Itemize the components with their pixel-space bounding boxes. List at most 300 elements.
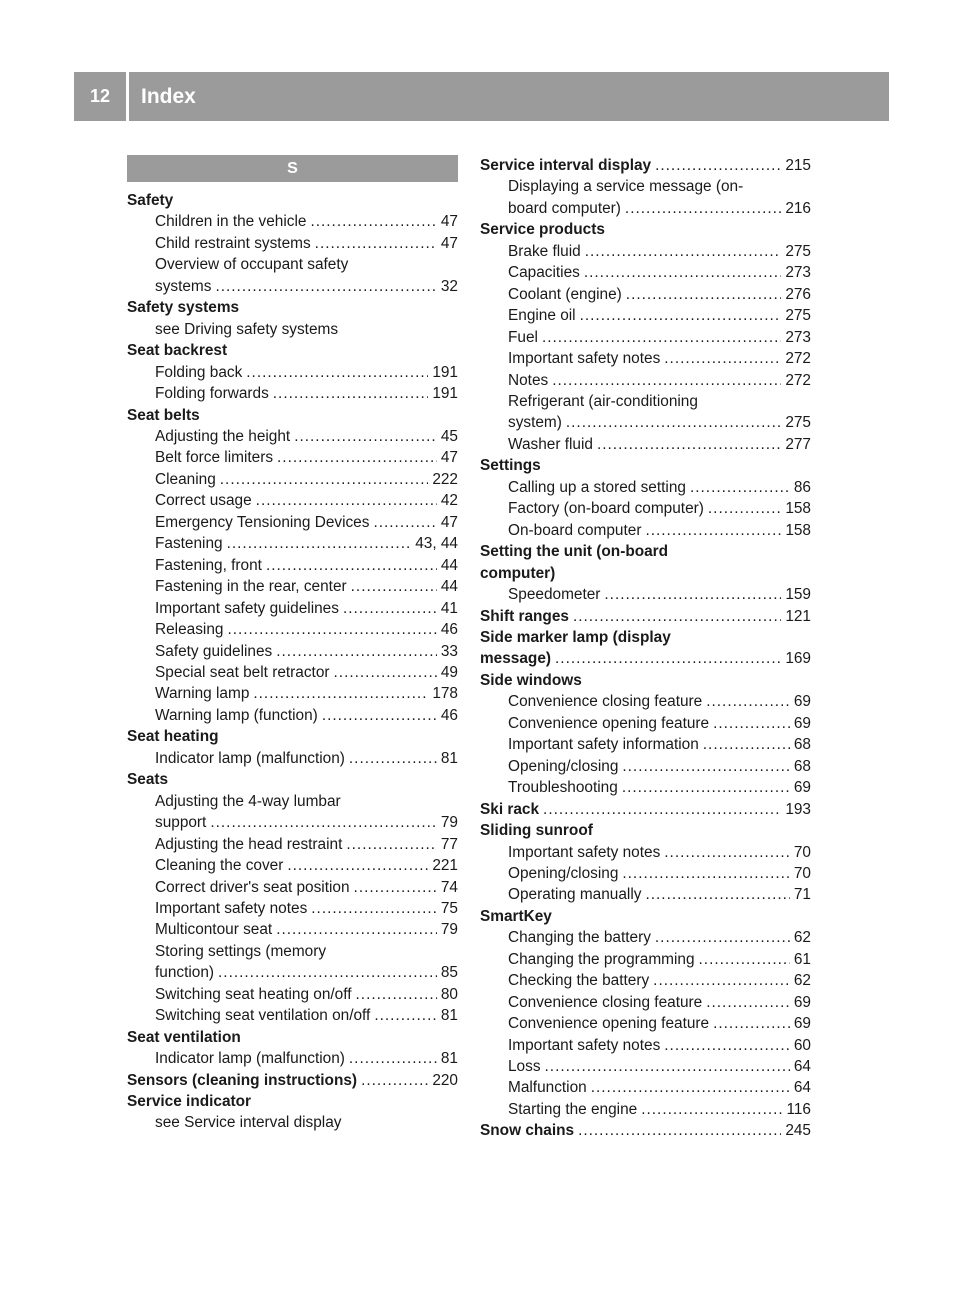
index-subentry — [127, 490, 458, 511]
entry-label-line: Displaying a service message (on- — [508, 178, 744, 196]
index-subentry — [480, 370, 811, 391]
page-reference: 43, 44 — [415, 535, 458, 553]
entry-label: Releasing — [155, 621, 224, 639]
index-subentry — [480, 241, 811, 262]
page-reference: 275 — [785, 307, 811, 325]
page-reference: 273 — [785, 328, 811, 346]
entry-label: Cleaning — [155, 470, 216, 488]
entry-label: Notes — [508, 371, 549, 389]
dot-leader — [555, 648, 781, 669]
page-reference: 275 — [785, 414, 811, 432]
index-subentry — [480, 327, 811, 348]
entry-label-line: Storing settings (memory — [155, 942, 327, 960]
page-reference: 191 — [432, 385, 458, 403]
entry-label: Sliding sunroof — [480, 822, 593, 840]
page-reference: 77 — [440, 835, 458, 853]
entry-line — [155, 705, 458, 726]
dot-leader — [210, 812, 437, 833]
index-subentry — [127, 383, 458, 404]
index-subentry — [127, 898, 458, 919]
entry-label: SmartKey — [480, 907, 552, 925]
entry-label: Changing the battery — [508, 929, 651, 947]
index-subentry — [480, 498, 811, 519]
dot-leader — [373, 512, 436, 533]
dot-leader — [578, 1120, 781, 1141]
entry-line — [508, 927, 811, 948]
page-reference: 159 — [785, 586, 811, 604]
index-heading — [480, 455, 811, 476]
page-reference: 70 — [793, 864, 811, 882]
index-subentry — [127, 705, 458, 726]
entry-line — [155, 598, 458, 619]
index-heading — [480, 906, 811, 927]
entry-label: Switching seat ventilation on/off — [155, 1007, 371, 1025]
entry-label: Speedometer — [508, 586, 601, 604]
page-reference: 74 — [440, 878, 458, 896]
index-subentry — [480, 284, 811, 305]
index-subentry — [127, 984, 458, 1005]
dot-leader — [356, 984, 437, 1005]
index-subentry — [127, 834, 458, 855]
dot-leader — [641, 1099, 782, 1120]
index-subentry — [480, 884, 811, 905]
header-divider — [126, 72, 129, 121]
index-subentry — [480, 1056, 811, 1077]
entry-label: Sensors (cleaning instructions) — [127, 1071, 358, 1089]
entry-label: computer) — [480, 564, 556, 582]
page-reference: 121 — [785, 607, 811, 625]
dot-leader — [310, 211, 436, 232]
index-subentry — [127, 941, 458, 984]
dot-leader — [584, 262, 781, 283]
entry-line — [155, 898, 458, 919]
letter-section-heading: S — [127, 155, 458, 182]
dot-leader — [622, 756, 790, 777]
entry-label: Safety systems — [127, 299, 240, 317]
entry-label: Indicator lamp (malfunction) — [155, 749, 345, 767]
dot-leader — [276, 641, 437, 662]
index-subentry — [127, 233, 458, 254]
index-subentry — [480, 756, 811, 777]
entry-line — [155, 1005, 458, 1026]
dot-leader — [566, 412, 781, 433]
entry-line — [508, 305, 811, 326]
page-reference: 193 — [785, 800, 811, 818]
entry-line — [508, 691, 811, 712]
entry-label: Shift ranges — [480, 607, 569, 625]
dot-leader — [585, 241, 782, 262]
entry-label: Calling up a stored setting — [508, 478, 686, 496]
dot-leader — [354, 877, 437, 898]
entry-line — [508, 520, 811, 541]
page-reference: 272 — [785, 371, 811, 389]
page-reference: 62 — [793, 929, 811, 947]
entry-label: Opening/closing — [508, 757, 619, 775]
page-reference: 79 — [440, 814, 458, 832]
dot-leader — [645, 884, 789, 905]
page-reference: 85 — [440, 964, 458, 982]
entry-label: Safety — [127, 192, 174, 209]
index-subentry — [480, 713, 811, 734]
dot-leader — [215, 276, 436, 297]
dot-leader — [349, 1048, 437, 1069]
entry-label: function) — [155, 964, 215, 982]
entry-line — [508, 262, 811, 283]
entry-label: Important safety notes — [508, 843, 661, 861]
dot-leader — [287, 855, 428, 876]
index-subentry — [480, 262, 811, 283]
page-reference: 33 — [440, 642, 458, 660]
index-subentry — [127, 319, 458, 340]
page-reference: 169 — [785, 650, 811, 668]
dot-leader — [311, 898, 437, 919]
dot-leader — [343, 598, 437, 619]
dot-leader — [346, 834, 437, 855]
entry-label: Multicontour seat — [155, 921, 273, 939]
entry-label: Important safety notes — [508, 350, 661, 368]
entry-label: Important safety notes — [508, 1036, 661, 1054]
page-reference: 69 — [793, 779, 811, 797]
page-reference: 49 — [440, 663, 458, 681]
entry-label: Folding back — [155, 363, 243, 381]
entry-line — [155, 383, 458, 404]
entry-label: Service interval display — [480, 157, 652, 174]
page-reference: 46 — [440, 706, 458, 724]
page-reference: 81 — [440, 1007, 458, 1025]
entry-line — [155, 426, 458, 447]
entry-line — [155, 211, 458, 232]
dot-leader — [361, 1070, 428, 1091]
page-reference: 158 — [785, 521, 811, 539]
dot-leader — [246, 362, 428, 383]
index-heading — [480, 670, 811, 691]
dot-leader — [315, 233, 437, 254]
dot-leader — [218, 962, 437, 983]
index-subentry — [127, 662, 458, 683]
entry-line — [508, 241, 811, 262]
entry-label: Belt force limiters — [155, 449, 274, 467]
index-subentry — [480, 949, 811, 970]
entry-label: Children in the vehicle — [155, 213, 307, 231]
dot-leader — [690, 477, 790, 498]
entry-label: Cleaning the cover — [155, 857, 284, 875]
index-subentry — [127, 619, 458, 640]
dot-leader — [580, 305, 782, 326]
dot-leader — [622, 777, 790, 798]
index-subentry — [127, 641, 458, 662]
index-heading — [480, 820, 811, 841]
index-heading — [480, 627, 811, 670]
entry-label: Correct usage — [155, 492, 252, 510]
dot-leader — [374, 1005, 437, 1026]
dot-leader — [713, 713, 790, 734]
dot-leader — [706, 992, 790, 1013]
page-reference: 220 — [432, 1071, 458, 1089]
dot-leader — [625, 198, 781, 219]
entry-line — [508, 884, 811, 905]
index-entry-list — [480, 155, 811, 1142]
dot-leader — [645, 520, 781, 541]
dot-leader — [626, 284, 782, 305]
index-subentry — [480, 348, 811, 369]
entry-line — [508, 498, 811, 519]
entry-line — [155, 877, 458, 898]
entry-label: Seat ventilation — [127, 1028, 241, 1046]
dot-leader — [699, 949, 790, 970]
entry-label: Starting the engine — [508, 1100, 638, 1118]
page-reference: 81 — [440, 1050, 458, 1068]
index-heading — [127, 405, 458, 426]
entry-label: Engine oil — [508, 307, 576, 325]
index-subentry — [480, 777, 811, 798]
entry-label: Convenience closing feature — [508, 993, 703, 1011]
dot-leader — [573, 606, 781, 627]
entry-label: Capacities — [508, 264, 580, 282]
index-column-right — [480, 155, 811, 1142]
entry-label: Seat heating — [127, 728, 219, 746]
index-subentry — [480, 970, 811, 991]
entry-label: Warning lamp (function) — [155, 706, 318, 724]
index-subentry — [127, 791, 458, 834]
entry-label: Ski rack — [480, 800, 540, 818]
entry-line — [155, 1048, 458, 1069]
page-reference: 272 — [785, 350, 811, 368]
index-subentry — [480, 1099, 811, 1120]
dot-leader — [655, 927, 790, 948]
index-subentry — [480, 1035, 811, 1056]
entry-label: Brake fluid — [508, 242, 581, 260]
entry-label-line: Overview of occupant safety — [155, 256, 349, 274]
index-subentry — [480, 1013, 811, 1034]
entry-line — [508, 863, 811, 884]
index-subentry — [127, 1048, 458, 1069]
entry-line — [508, 1056, 811, 1077]
page-reference: 80 — [440, 985, 458, 1003]
index-subentry — [480, 520, 811, 541]
entry-label: On-board computer — [508, 521, 642, 539]
dot-leader — [349, 748, 437, 769]
dot-leader — [597, 434, 781, 455]
entry-label: system) — [508, 414, 562, 432]
entry-label: Settings — [480, 457, 541, 475]
entry-line — [155, 748, 458, 769]
entry-line — [508, 584, 811, 605]
entry-label: Convenience opening feature — [508, 714, 710, 732]
dot-leader — [273, 383, 429, 404]
entry-label-line: Adjusting the 4-way lumbar — [155, 792, 341, 810]
page-reference: 62 — [793, 972, 811, 990]
entry-label: Warning lamp — [155, 685, 250, 703]
page-reference: 46 — [440, 621, 458, 639]
entry-label: Factory (on-board computer) — [508, 500, 704, 518]
dot-leader — [334, 662, 437, 683]
dot-leader — [294, 426, 437, 447]
page-reference: 215 — [785, 157, 811, 174]
dot-leader — [227, 533, 412, 554]
page-reference: 221 — [432, 857, 458, 875]
entry-label: Child restraint systems — [155, 234, 311, 252]
page-reference: 191 — [432, 363, 458, 381]
entry-label-line: Side marker lamp (display — [480, 628, 671, 646]
page-header — [74, 72, 889, 121]
entry-line — [508, 198, 811, 219]
entry-label: Seat backrest — [127, 342, 228, 360]
entry-line — [480, 799, 811, 820]
dot-leader — [542, 327, 781, 348]
entry-label: message) — [480, 650, 552, 668]
entry-line — [155, 619, 458, 640]
dot-leader — [322, 705, 437, 726]
entry-label: Malfunction — [508, 1079, 587, 1097]
page-reference: 275 — [785, 242, 811, 260]
dot-leader — [277, 447, 437, 468]
index-heading — [480, 219, 811, 240]
page-reference: 47 — [440, 213, 458, 231]
entry-label: Safety guidelines — [155, 642, 273, 660]
page-reference: 47 — [440, 234, 458, 252]
entry-line — [155, 641, 458, 662]
entry-line — [155, 362, 458, 383]
index-subentry — [127, 211, 458, 232]
dot-leader — [276, 919, 437, 940]
entry-label: Fastening, front — [155, 556, 262, 574]
entry-line — [508, 370, 811, 391]
entry-label: Convenience opening feature — [508, 1015, 710, 1033]
dot-leader — [664, 348, 781, 369]
index-subentry — [480, 305, 811, 326]
index-subentry — [480, 1077, 811, 1098]
dot-leader — [351, 576, 437, 597]
page-reference: 75 — [440, 899, 458, 917]
dot-leader — [227, 619, 436, 640]
dot-leader — [253, 683, 428, 704]
page-reference: 41 — [440, 599, 458, 617]
entry-line — [480, 606, 811, 627]
entry-label: Important safety information — [508, 736, 699, 754]
page-reference: 64 — [793, 1058, 811, 1076]
entry-line — [508, 713, 811, 734]
entry-line — [480, 155, 811, 176]
entry-label: Opening/closing — [508, 864, 619, 882]
entry-label: Adjusting the height — [155, 427, 291, 445]
entry-line — [508, 970, 811, 991]
entry-line — [508, 992, 811, 1013]
entry-label: Important safety notes — [155, 899, 308, 917]
index-subentry — [127, 748, 458, 769]
entry-line — [508, 412, 811, 433]
entry-label-line: Setting the unit (on-board — [480, 543, 669, 561]
entry-label: see Service interval display — [155, 1114, 342, 1132]
entry-line — [508, 777, 811, 798]
index-subentry — [127, 919, 458, 940]
index-heading — [127, 340, 458, 361]
entry-line — [155, 555, 458, 576]
index-heading — [127, 1070, 458, 1091]
page-reference: 60 — [793, 1036, 811, 1054]
index-heading — [480, 541, 811, 584]
page-reference: 64 — [793, 1079, 811, 1097]
index-subentry — [480, 176, 811, 219]
entry-label: Fuel — [508, 328, 538, 346]
index-heading — [127, 190, 458, 211]
entry-line — [155, 512, 458, 533]
entry-label: board computer) — [508, 199, 621, 217]
entry-line — [155, 812, 458, 833]
entry-line — [508, 734, 811, 755]
entry-label: Changing the programming — [508, 950, 695, 968]
index-subentry — [480, 434, 811, 455]
entry-line — [508, 842, 811, 863]
entry-line — [508, 284, 811, 305]
page-reference: 245 — [785, 1122, 811, 1140]
page-reference: 158 — [785, 500, 811, 518]
page-reference: 273 — [785, 264, 811, 282]
entry-label: Seat belts — [127, 406, 200, 424]
dot-leader — [552, 370, 781, 391]
page-reference: 44 — [440, 556, 458, 574]
entry-line — [155, 533, 458, 554]
index-subentry — [127, 855, 458, 876]
entry-label: see Driving safety systems — [155, 320, 339, 338]
index-heading — [480, 606, 811, 627]
dot-leader — [543, 799, 781, 820]
entry-line — [155, 447, 458, 468]
entry-label: Checking the battery — [508, 972, 650, 990]
entry-label: Side windows — [480, 671, 582, 689]
page-reference: 42 — [440, 492, 458, 510]
index-heading — [480, 1120, 811, 1141]
page-title: Index — [141, 85, 196, 108]
entry-line — [155, 683, 458, 704]
dot-leader — [220, 469, 429, 490]
page-reference: 81 — [440, 749, 458, 767]
index-heading — [127, 769, 458, 790]
entry-label: Washer fluid — [508, 435, 593, 453]
page-reference: 69 — [793, 693, 811, 711]
index-subentry — [480, 842, 811, 863]
entry-line — [480, 1120, 811, 1141]
entry-label: Loss — [508, 1058, 541, 1076]
index-subentry — [480, 391, 811, 434]
entry-label: Snow chains — [480, 1122, 575, 1140]
index-subentry — [480, 477, 811, 498]
entry-line — [508, 348, 811, 369]
dot-leader — [591, 1077, 790, 1098]
entry-label: Coolant (engine) — [508, 285, 622, 303]
page-reference: 68 — [793, 757, 811, 775]
index-heading — [480, 155, 811, 176]
dot-leader — [664, 1035, 790, 1056]
page-reference: 86 — [793, 478, 811, 496]
page-reference: 276 — [785, 285, 811, 303]
entry-line — [508, 434, 811, 455]
entry-line — [155, 962, 458, 983]
entry-line — [155, 276, 458, 297]
entry-line — [155, 469, 458, 490]
page-reference: 69 — [793, 714, 811, 732]
page-reference: 70 — [793, 843, 811, 861]
dot-leader — [545, 1056, 790, 1077]
index-subentry — [127, 426, 458, 447]
entry-label: Seats — [127, 771, 169, 789]
page-reference: 61 — [793, 950, 811, 968]
dot-leader — [256, 490, 437, 511]
index-subentry — [127, 533, 458, 554]
index-heading — [127, 726, 458, 747]
index-entry-list — [127, 190, 458, 1134]
entry-label: Service indicator — [127, 1093, 252, 1111]
entry-line — [508, 1099, 811, 1120]
